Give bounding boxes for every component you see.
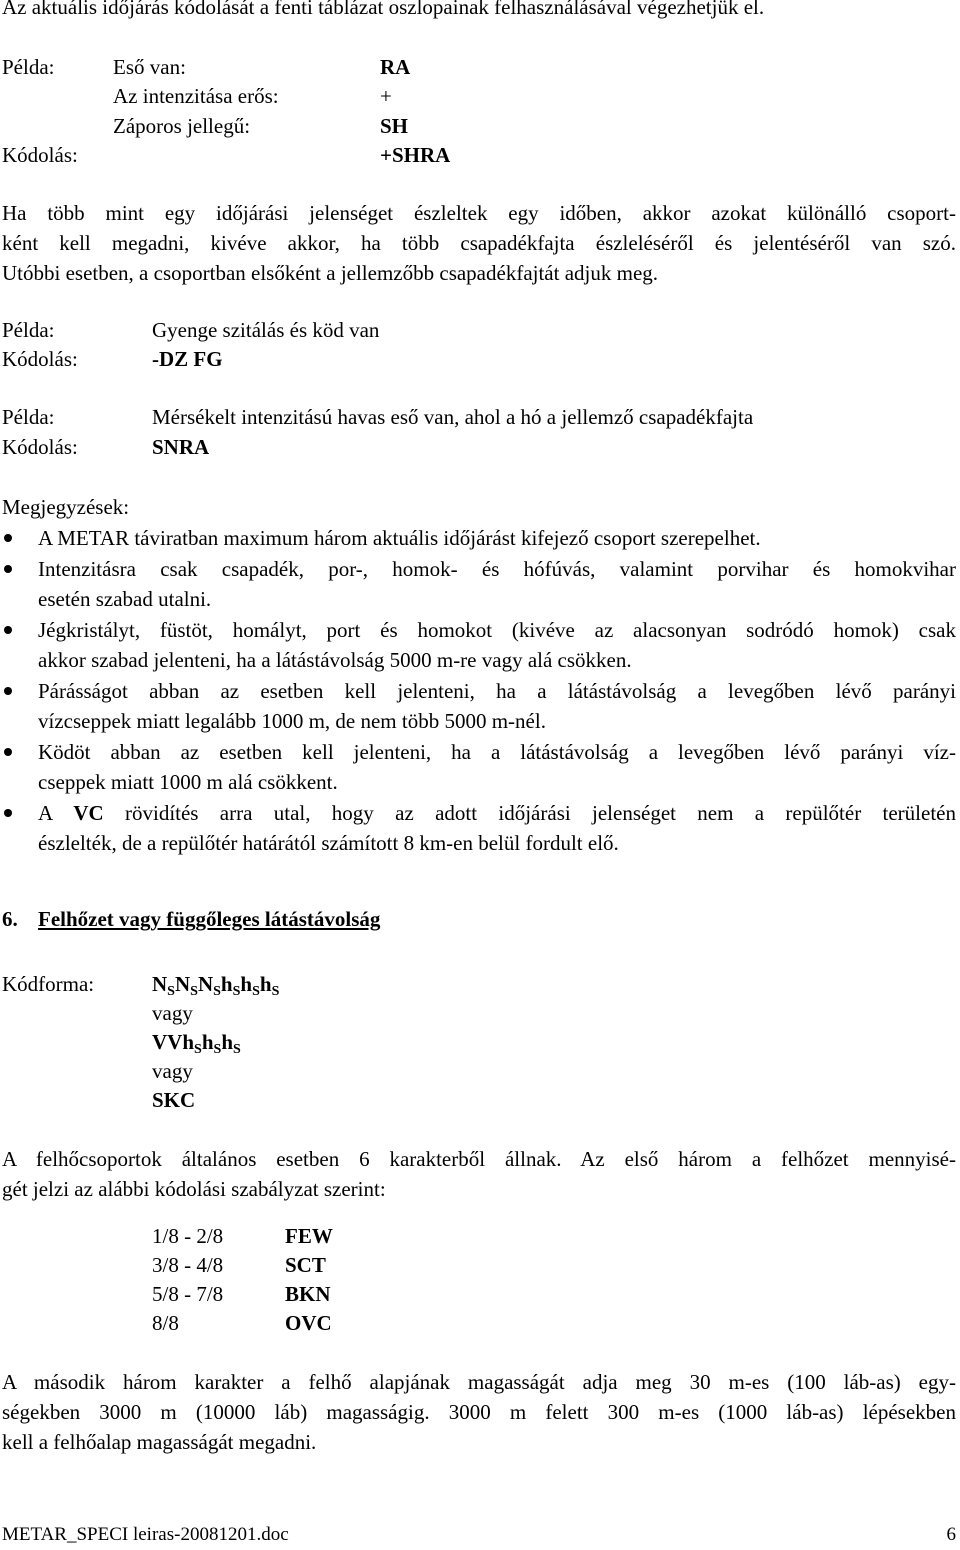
bullet-icon (4, 626, 12, 634)
example1-row-text: Záporos jellegű: (113, 114, 251, 138)
cloud-range: 3/8 - 4/8 (152, 1253, 224, 1277)
example2-kodolas-label: Kódolás: (2, 347, 78, 371)
cloud-range: 5/8 - 7/8 (152, 1282, 224, 1306)
note-line: vízcseppek miatt legalább 1000 m, de nem több 5000 m-nél. (38, 709, 546, 733)
bullet-icon (4, 534, 12, 542)
note-line (38, 798, 956, 828)
paragraph-line: A második három karakter a felhő alapjának magasságát adja meg 30 m-es (100 láb-as) egy- (2, 1370, 956, 1394)
cloud-code: BKN (285, 1282, 331, 1306)
example1-result: +SHRA (380, 143, 451, 167)
example3-text: Mérsékelt intenzitású havas eső van, ahol a hó a jellemző csapadékfajta (152, 405, 754, 429)
paragraph-line: Utóbbi esetben, a csoportban elsőként a jellemzőbb csapadékfajtát adjuk meg. (2, 261, 659, 285)
paragraph-line: ségekben 3000 m (10000 láb) magasságig. 3000 m felett 300 m-es (1000 láb-as) lépésekben (2, 1400, 956, 1424)
example1-row-text: Az intenzitása erős: (113, 84, 279, 108)
example1-pelda-label: Példa: (2, 55, 55, 79)
section-title: Felhőzet vagy függőleges látástávolság (38, 907, 381, 931)
cloud-code: FEW (285, 1224, 333, 1248)
paragraph-line: gét jelzi az alábbi kódolási szabályzat szerint: (2, 1177, 386, 1201)
note-line: Ködöt abban az esetben kell jelenteni, ha a látástávolság a levegőben lévő parányi víz- (38, 740, 956, 764)
note-line: cseppek miatt 1000 m alá csökkent. (38, 770, 338, 794)
footer-filename: METAR_SPECI leiras-20081201.doc (2, 1524, 289, 1545)
bullet-icon (4, 748, 12, 756)
list-item (0, 523, 956, 553)
example3-kodolas-label: Kódolás: (2, 435, 78, 459)
paragraph-1 (2, 198, 956, 288)
note-line: A METAR táviratban maximum három aktuális időjárást kifejező csoport szerepelhet. (38, 526, 761, 550)
cloud-range: 8/8 (152, 1311, 179, 1335)
example2-text: Gyenge szitálás és köd van (152, 318, 380, 342)
list-item (0, 798, 956, 858)
kodforma-skc: SKC (152, 1088, 196, 1112)
list-item (0, 615, 956, 675)
kodforma-vagy: vagy (152, 1001, 193, 1025)
example1-row-code: RA (380, 55, 411, 79)
notes-list (0, 523, 956, 859)
section-number: 6. (2, 907, 18, 931)
vc-abbreviation: VC (73, 801, 104, 825)
footer-page-number: 6 (946, 1524, 956, 1545)
note-line: észlelték, de a repülőtér határától számított 8 km-en belül fordult elő. (38, 831, 619, 855)
example1-kodolas-label: Kódolás: (2, 143, 78, 167)
list-item (0, 554, 956, 614)
cloud-code: SCT (285, 1253, 326, 1277)
example1-row-code: SH (380, 114, 409, 138)
bullet-icon (4, 809, 12, 817)
example1-row-text: Eső van: (113, 55, 186, 79)
kodforma-line-1: $N_SN_SN_Sh_Sh_Sh_S$ (152, 972, 280, 999)
bullet-icon (4, 565, 12, 573)
cloud-code: OVC (285, 1311, 332, 1335)
note-line: akkor szabad jelenteni, ha a látástávolság 5000 m-re vagy alá csökken. (38, 648, 632, 672)
note-line: esetén szabad utalni. (38, 587, 212, 611)
example2-pelda-label: Példa: (2, 318, 55, 342)
paragraph-line: kell a felhőalap magasságát megadni. (2, 1430, 317, 1454)
notes-heading: Megjegyzések: (2, 495, 130, 519)
paragraph-3 (2, 1367, 956, 1457)
kodforma-label: Kódforma: (2, 972, 95, 996)
note-line: Párásságot abban az esetben kell jelenteni, ha a látástávolság a levegőben lévő parányi (38, 679, 956, 703)
note-text: rövidítés arra utal, hogy az adott időjárási jelenséget nem a repülőtér területén (103, 801, 956, 825)
paragraph-line: A felhőcsoportok általános esetben 6 karakterből állnak. Az első három a felhőzet mennyisé- (2, 1147, 956, 1171)
note-text: A (38, 801, 74, 825)
intro-line: Az aktuális időjárás kódolását a fenti táblázat oszlopainak felhasználásával végezhetjük el. (2, 0, 765, 19)
kodforma-vagy: vagy (152, 1059, 193, 1083)
example3-pelda-label: Példa: (2, 405, 55, 429)
example1-row-code: + (380, 84, 392, 108)
note-line: Intenzitásra csak csapadék, por-, homok- és hófúvás, valamint porvihar és homokvihar (38, 557, 956, 581)
cloud-range: 1/8 - 2/8 (152, 1224, 224, 1248)
list-item (0, 737, 956, 797)
note-line: Jégkristályt, füstöt, homályt, port és homokot (kivéve az alacsonyan sodródó homok) csak (38, 618, 956, 642)
paragraph-line: Ha több mint egy időjárási jelenséget észleltek egy időben, akkor azokat különálló csoport- (2, 201, 956, 225)
list-item (0, 676, 956, 736)
example2-code: -DZ FG (152, 347, 223, 371)
paragraph-2 (2, 1144, 956, 1204)
kodforma-line-3: $VVh_Sh_Sh_S$ (152, 1030, 241, 1057)
example3-code: SNRA (152, 435, 210, 459)
paragraph-line: ként kell megadni, kivéve akkor, ha több csapadékfajta észleléséről és jelentéséről van szó. (2, 231, 956, 255)
bullet-icon (4, 687, 12, 695)
